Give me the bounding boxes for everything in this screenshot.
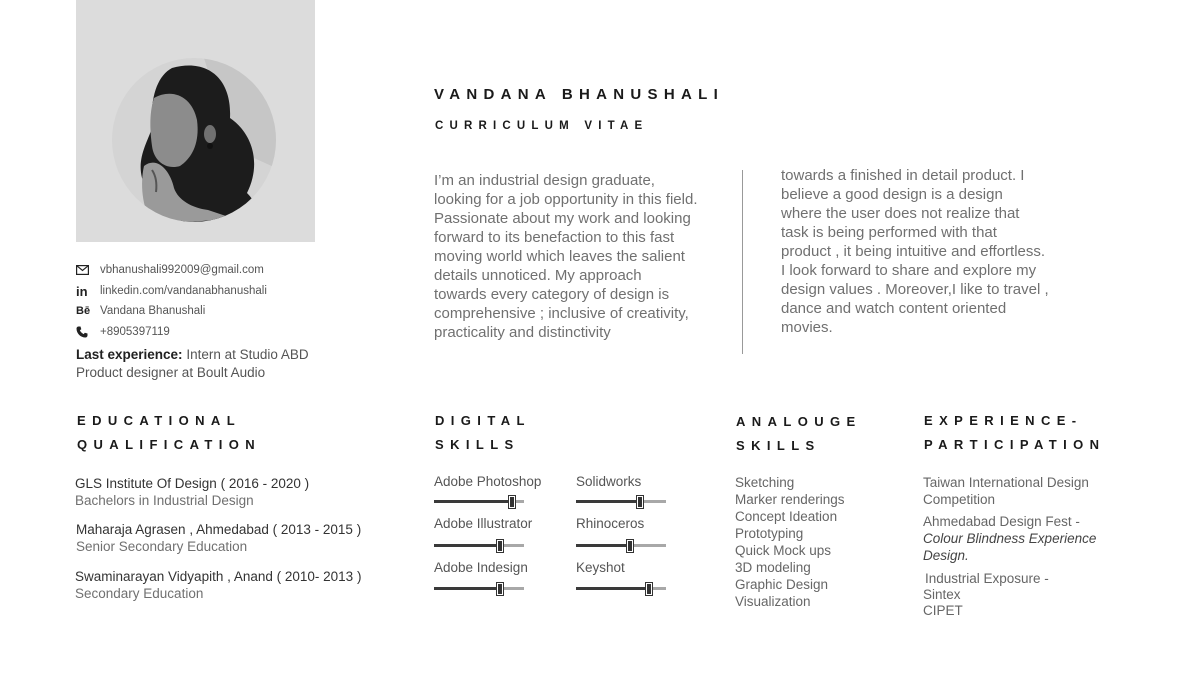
participation-item — [923, 513, 1096, 564]
education-school: GLS Institute Of Design ( 2016 - 2020 ) — [75, 476, 310, 491]
skill-slider-fill — [434, 587, 499, 590]
skill-slider-fill — [576, 500, 639, 503]
analogue-heading-line1: ANALOUGE — [736, 414, 862, 429]
skill-slider — [576, 587, 666, 590]
skill-label: Keyshot — [576, 560, 625, 575]
bio-column-2: towards a finished in detail product. I believe a good design is a design where the user does not realize that task is being performed with that product , it being intuitive and effortless. I look forward to share and explore my design values . Moreover,I like to travel , dance and watch content oriented movies. — [781, 167, 1049, 336]
education-heading-line2: QUALIFICATION — [77, 437, 262, 452]
education-entry — [75, 475, 309, 509]
contact-linkedin[interactable] — [76, 284, 267, 298]
participation-item-title: Ahmedabad Design Fest - — [923, 514, 1080, 529]
participation-heading-line2: PARTICIPATION — [924, 437, 1106, 452]
list-item: Quick Mock ups — [735, 543, 832, 558]
contact-behance[interactable] — [76, 304, 205, 318]
digital-skills-heading — [435, 409, 531, 457]
list-item: Prototyping — [735, 526, 804, 541]
analogue-skills-heading — [736, 410, 862, 458]
last-experience-label: Last experience: — [76, 347, 183, 362]
education-heading-line1: EDUCATIONAL — [77, 413, 242, 428]
digital-heading-line2: SKILLS — [435, 437, 520, 452]
phone-icon — [76, 325, 92, 339]
list-item: Visualization — [735, 594, 811, 609]
list-item: Sketching — [735, 475, 795, 490]
education-entry — [75, 568, 361, 602]
current-role: Product designer at Boult Audio — [76, 365, 266, 380]
education-degree: Bachelors in Industrial Design — [75, 493, 254, 508]
bio-divider — [742, 170, 743, 354]
participation-item-title: Industrial Exposure - — [925, 571, 1049, 586]
skill-slider-fill — [576, 587, 648, 590]
skill-slider-knob — [497, 583, 503, 595]
behance-icon: Bē — [76, 305, 91, 317]
phone-text: +8905397119 — [100, 326, 170, 338]
list-item: Concept Ideation — [735, 509, 838, 524]
skill-slider-knob — [509, 496, 515, 508]
skill-slider-fill — [434, 544, 499, 547]
skill-slider — [434, 587, 524, 590]
skill-slider-fill — [434, 500, 511, 503]
participation-heading-line1: EXPERIENCE- — [924, 413, 1083, 428]
participation-item — [923, 570, 1049, 619]
skill-label: Adobe Illustrator — [434, 516, 533, 531]
skill-slider-knob — [497, 540, 503, 552]
list-item: Graphic Design — [735, 577, 829, 592]
analogue-skills-list — [735, 474, 845, 610]
profile-photo — [112, 58, 276, 222]
behance-text: Vandana Bhanushali — [100, 305, 206, 317]
skill-slider — [434, 544, 524, 547]
participation-item-detail: Colour Blindness Experience Design. — [923, 531, 1097, 563]
skill-slider — [576, 544, 666, 547]
contact-phone[interactable] — [76, 325, 170, 339]
last-experience — [76, 346, 309, 382]
skill-slider — [434, 500, 524, 503]
education-degree: Senior Secondary Education — [76, 539, 248, 554]
skill-label: Rhinoceros — [576, 516, 645, 531]
skill-slider-knob — [637, 496, 643, 508]
list-item: Marker renderings — [735, 492, 845, 507]
document-subtitle: CURRICULUM VITAE — [435, 120, 649, 132]
skill-label: Adobe Photoshop — [434, 474, 542, 489]
skill-label: Adobe Indesign — [434, 560, 528, 575]
education-entry — [76, 521, 361, 555]
linkedin-icon: in — [76, 283, 88, 299]
digital-heading-line1: DIGITAL — [435, 413, 531, 428]
education-heading — [77, 409, 261, 457]
list-item: 3D modeling — [735, 560, 811, 575]
skill-slider-fill — [576, 544, 629, 547]
last-experience-role: Intern at Studio ABD — [182, 347, 309, 362]
skill-label: Solidworks — [576, 474, 642, 489]
education-degree: Secondary Education — [75, 586, 204, 601]
skill-slider — [576, 500, 666, 503]
person-name: VANDANA BHANUSHALI — [434, 86, 725, 103]
education-school: Swaminarayan Vidyapith , Anand ( 2010- 2013 ) — [75, 569, 362, 584]
mail-icon — [76, 263, 92, 277]
skill-slider-knob — [646, 583, 652, 595]
skill-slider-knob — [627, 540, 633, 552]
education-school: Maharaja Agrasen , Ahmedabad ( 2013 - 2015 ) — [76, 522, 362, 537]
participation-item: Taiwan International Design Competition — [923, 475, 1089, 507]
linkedin-text: linkedin.com/vandanabhanushali — [100, 285, 267, 297]
bio-column-1: I’m an industrial design graduate, looking for a job opportunity in this field. Passionate about my work and looking forward to its benefaction to this fast moving world which leaves the salient details unnoticed. My approach towards every category of design is comprehensive ; inclusive of creativity, practicality and distinctivity — [434, 172, 698, 341]
contact-email[interactable] — [76, 263, 264, 277]
photo-panel — [76, 0, 315, 242]
analogue-heading-line2: SKILLS — [736, 438, 821, 453]
participation-item-detail: Sintex CIPET — [923, 587, 963, 618]
email-text: vbhanushali992009@gmail.com — [100, 264, 264, 276]
participation-heading — [924, 409, 1105, 457]
